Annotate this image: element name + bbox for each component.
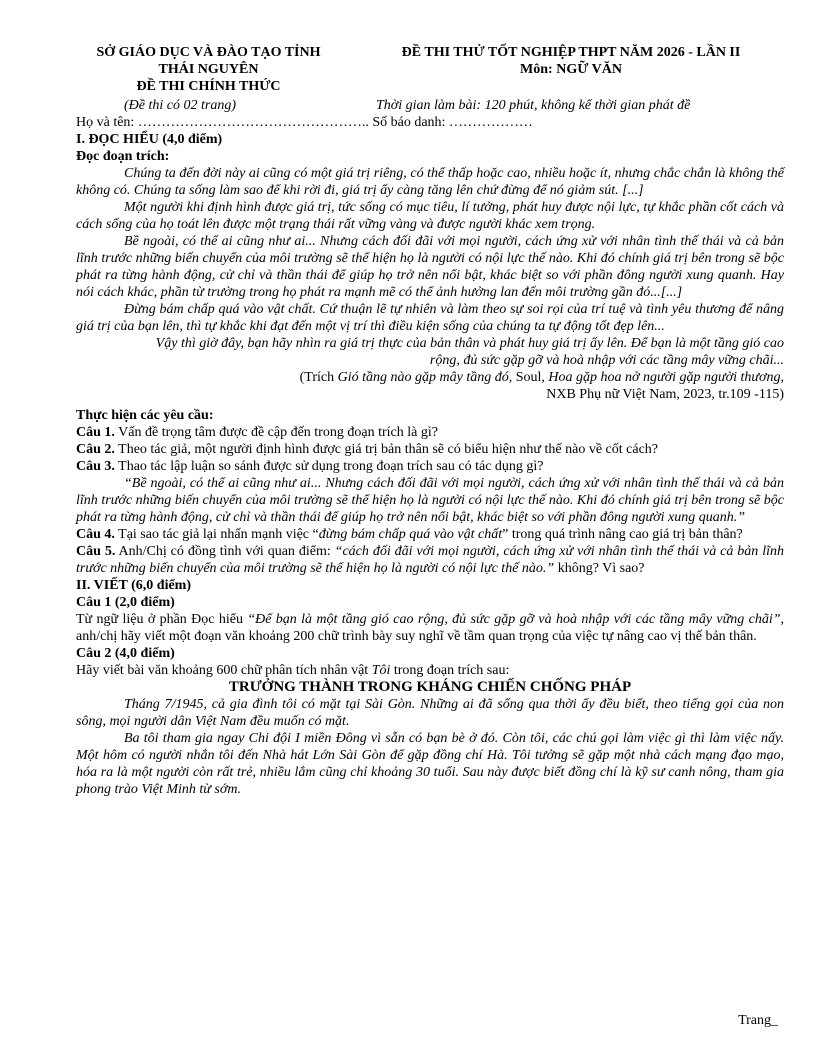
writing-q1-heading: Câu 1 (2,0 điểm) xyxy=(76,595,175,610)
question-3 xyxy=(76,458,784,475)
cite-prefix: (Trích xyxy=(299,370,338,385)
question-text: Tại sao tác giả lại nhấn mạnh việc “ xyxy=(114,527,319,542)
official-label: ĐỀ THI CHÍNH THỨC xyxy=(136,79,281,94)
tasks-heading: Thực hiện các yêu cầu: xyxy=(76,408,214,423)
question-4 xyxy=(76,526,784,543)
question-emphasis: “cách đối đãi với mọi người, cách ứng xử với nhân tình thế thái và cả bản lĩnh trước những biến chuyển của môi trường sẽ thể hiện họ là người có nội lực thế nào.” xyxy=(76,544,784,576)
question-label: Câu 4. xyxy=(76,527,115,542)
writing-text: trong đoạn trích sau: xyxy=(390,663,510,678)
writing-q2-heading: Câu 2 (4,0 điểm) xyxy=(76,646,175,661)
citation xyxy=(76,369,784,386)
writing-text: , anh/chị hãy viết một đoạn văn khoảng 200 chữ trình bày suy nghĩ về tầm quan trọng của việc tự nâng cao vị thế bản thân. xyxy=(76,612,785,644)
question-label: Câu 2. xyxy=(76,442,115,457)
province-name: THÁI NGUYÊN xyxy=(158,62,259,77)
department-name: SỞ GIÁO DỤC VÀ ĐÀO TẠO TỈNH xyxy=(96,45,321,60)
writing-emphasis: Tôi xyxy=(371,663,391,678)
writing-q1-text xyxy=(76,611,784,645)
page-content xyxy=(76,44,784,798)
citation-publisher: NXB Phụ nữ Việt Nam, 2023, tr.109 -115) xyxy=(546,387,784,402)
excerpt-paragraph: Chúng ta đến đời này ai cũng có một giá trị riêng, có thể thấp hoặc cao, nhiều hoặc ít, nhưng chắc chắn là không thể không có. Chúng ta sống làm sao để khi rời đi, giá trị ấy càng tăng lên chứ đừng để nó giảm sút. [...] xyxy=(76,166,784,198)
page-footer: Trang_ xyxy=(738,1013,778,1028)
question-2 xyxy=(76,441,784,458)
question-label: Câu 5. xyxy=(76,544,116,559)
student-info-line: Họ và tên: ………………………………………….. Số báo danh: ……………… xyxy=(76,115,533,130)
subject-label: Môn: NGỮ VĂN xyxy=(520,62,622,77)
writing-text: Từ ngữ liệu ở phần Đọc hiểu xyxy=(76,612,248,627)
exam-header xyxy=(76,44,784,114)
question-text: Anh/Chị có đồng tình với quan điểm: xyxy=(115,544,335,559)
question-text: ” trong quá trình nâng cao giá trị bản thân? xyxy=(502,527,743,542)
question-text: không? Vì sao? xyxy=(554,561,645,576)
excerpt-paragraph: Một người khi định hình được giá trị, tức sống có mục tiêu, lí tưởng, phát huy được nội lực, tự khắc phần cốt cách và cách sống của họ toát lên được một trạng thái rất vững vàng và được người khác xem trọng. xyxy=(76,200,784,232)
time-note: Thời gian làm bài: 120 phút, không kể thời gian phát đề xyxy=(376,98,691,113)
question-5 xyxy=(76,543,784,577)
excerpt-closing: Vậy thì giờ đây, bạn hãy nhìn ra giá trị thực của bản thân và phát huy giá trị ấy lên. Để bạn là một tầng gió cao rộng, đủ sức gặp gỡ và hoà nhập với các tầng mây vững chãi... xyxy=(155,336,784,368)
cite-end: , xyxy=(780,370,784,385)
excerpt-paragraph: Đừng bám chấp quá vào vật chất. Cứ thuận lẽ tự nhiên và làm theo sự soi rọi của trí tuệ và tình yêu thương để nâng giá trị của bạn lên, thì tự khắc khi đạt đến một vị trí thì điều kiện sống của chúng ta tự động tốt đẹp lên... xyxy=(76,302,784,334)
story-title: TRƯỞNG THÀNH TRONG KHÁNG CHIẾN CHỐNG PHÁP xyxy=(228,679,632,695)
question-label: Câu 3. xyxy=(76,459,115,474)
cite-mid: , Soul, xyxy=(508,370,549,385)
writing-q2-text xyxy=(76,662,784,679)
writing-emphasis: “Để bạn là một tầng gió cao rộng, đủ sức gặp gỡ và hoà nhập với các tầng mây vững chãi” xyxy=(247,612,781,627)
part1-heading: I. ĐỌC HIỂU (4,0 điểm) xyxy=(76,132,223,147)
story-paragraph: Ba tôi tham gia ngay Chi đội I miền Đông vì sẵn có bạn bè ở đó. Còn tôi, các chú gọi làm việc gì thì làm việc nấy. Một hôm có người nhắn tôi đến Nhà hát Lớn Sài Gòn để gặp đồng chí Hà. Tôi tưởng sẽ gặp một nhà cách mạng đạo mạo, hóa ra là một người còn rất trẻ, nhiều lắm cũng chỉ khoảng 30 tuổi. Sau này được biết đồng chí là kỹ sư canh nông, tham gia phong trào Việt Minh từ sớm. xyxy=(76,731,784,797)
excerpt-label: Đọc đoạn trích: xyxy=(76,149,170,164)
question-text: Vấn đề trọng tâm được đề cập đến trong đoạn trích là gì? xyxy=(114,425,438,440)
header-left xyxy=(76,44,341,95)
cite-title: Gió tầng nào gặp mây tầng đó xyxy=(337,370,509,385)
question-emphasis: đừng bám chấp quá vào vật chất xyxy=(318,527,503,542)
question-label: Câu 1. xyxy=(76,425,115,440)
excerpt-paragraph: Bề ngoài, có thể ai cũng như ai... Nhưng cách đối đãi với mọi người, cách ứng xử với nhân tình thế thái và cả bản lĩnh trước những biến chuyển của môi trường sẽ thể hiện họ là người có nội lực thế nào. Khi đó chính giá trị bên trong sẽ bộc phát ra từng hành động, cử chỉ và thần thái để giúp họ trở nên nổi bật, khác biệt so với phần đông người xung quanh. Hay nói cách khác, phần từ trường trong họ phát ra mạnh mẽ có thể ảnh hưởng lan đến môi trường gần đó...[...] xyxy=(76,234,784,300)
question-text: Thao tác lập luận so sánh được sử dụng trong đoạn trích sau có tác dụng gì? xyxy=(114,459,544,474)
question-text: Theo tác giả, một người định hình được giá trị bản thân sẽ có biểu hiện như thế nào về cốt cách? xyxy=(114,442,659,457)
exam-title: ĐỀ THI THỬ TỐT NGHIỆP THPT NĂM 2026 - LẦN II xyxy=(401,45,741,60)
writing-text: Hãy viết bài văn khoảng 600 chữ phân tích nhân vật xyxy=(76,663,372,678)
question-1 xyxy=(76,424,784,441)
page-count-note: (Đề thi có 02 trang) xyxy=(124,98,236,113)
header-right xyxy=(356,44,786,78)
story-paragraph: Tháng 7/1945, cả gia đình tôi có mặt tại Sài Gòn. Những ai đã sống qua thời ấy đều biết, theo tiếng gọi của non sông, mọi người dân Việt Nam đều muốn có mặt. xyxy=(76,697,784,729)
cite-book: Hoa gặp hoa nở người gặp người thương xyxy=(548,370,781,385)
part2-heading: II. VIẾT (6,0 điểm) xyxy=(76,578,192,593)
question-3-quote: “Bề ngoài, có thể ai cũng như ai... Nhưng cách đối đãi với mọi người, cách ứng xử với nhân tình thế thái và cả bản lĩnh trước những biến chuyển của môi trường sẽ thể hiện họ là người có nội lực thế nào. Khi đó chính giá trị bên trong sẽ bộc phát ra từng hành động, cử chỉ và thần thái để giúp họ trở nên nổi bật, khác biệt so với phần đông người xung quanh.” xyxy=(76,476,784,525)
